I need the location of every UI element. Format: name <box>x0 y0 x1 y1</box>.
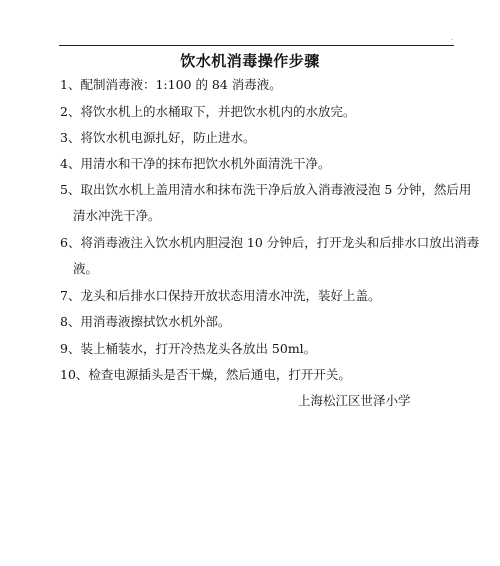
header-rule <box>59 45 454 46</box>
step-2: 2、将饮水机上的水桶取下，并把饮水机内的水放完。 <box>60 104 356 119</box>
document-title: 饮水机消毒操作步骤 <box>180 52 320 70</box>
step-5-continuation: 清水冲洗干净。 <box>73 208 161 223</box>
school-signature: 上海松江区世泽小学 <box>298 393 411 408</box>
step-4: 4、用清水和干净的抹布把饮水机外面清洗干净。 <box>60 156 331 171</box>
step-3: 3、将饮水机电源扎好，防止进水。 <box>60 130 256 145</box>
corner-mark: · <box>451 37 453 44</box>
step-10: 10、检查电源插头是否干燥，然后通电，打开开关。 <box>60 367 351 382</box>
step-5: 5、取出饮水机上盖用清水和抹布洗干净后放入消毒液浸泡 5 分钟，然后用 <box>60 182 472 197</box>
step-9: 9、装上桶装水，打开冷热龙头各放出 50ml。 <box>60 341 317 356</box>
step-6: 6、将消毒液注入饮水机内胆浸泡 10 分钟后，打开龙头和后排水口放出消毒 <box>60 235 480 250</box>
step-6-continuation: 液。 <box>73 261 99 276</box>
step-8: 8、用消毒液擦拭饮水机外部。 <box>60 314 231 329</box>
step-1: 1、配制消毒液：1:100 的 84 消毒液。 <box>60 77 282 92</box>
step-7: 7、龙头和后排水口保持开放状态用清水冲洗，装好上盖。 <box>60 288 381 303</box>
